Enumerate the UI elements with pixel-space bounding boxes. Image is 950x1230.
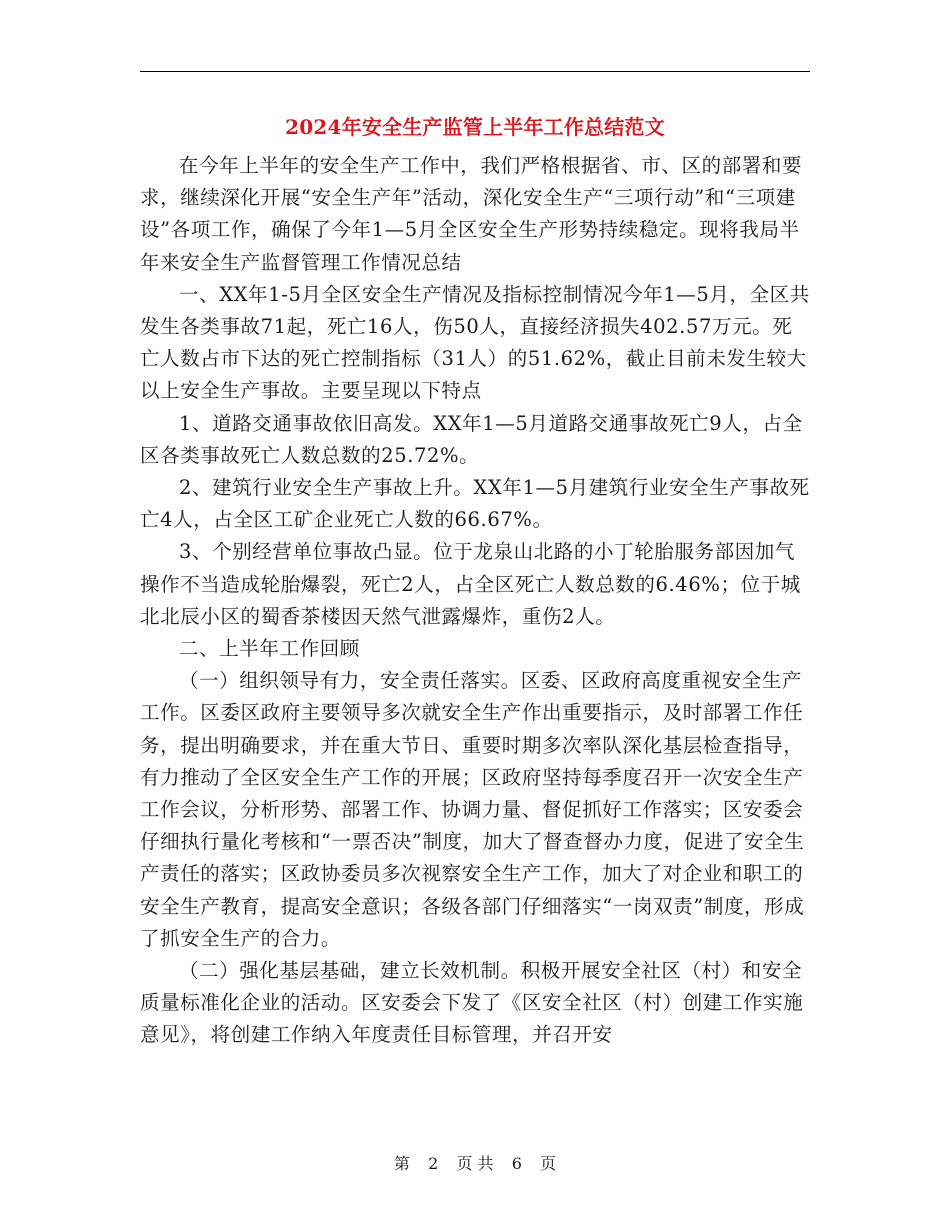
document-title: 2024年安全生产监管上半年工作总结范文	[285, 115, 665, 139]
total-pages-number: 6	[511, 1154, 522, 1173]
paragraph-subsection-1: （一）组织领导有力，安全责任落实。区委、区政府高度重视安全生产工作。区委区政府主要领导多次就安全生产作出重要指示，及时部署工作任务，提出明确要求，并在重大节日、重要时期多次率队深化基层检查指导，有力推动了全区安全生产工作的开展；区政府坚持每季度召开一次安全生产工作会议，分析形势、部署工作、协调力量、督促抓好工作落实；区安委会仔细执行量化考核和“一票否决”制度，加大了督查督办力度，促进了安全生产责任的落实；区政协委员多次视察安全生产工作，加大了对企业和职工的安全生产教育，提高安全意识；各级各部门仔细落实“一岗双责”制度，形成了抓安全生产的合力。	[140, 669, 805, 950]
paragraph-point-1: 1、道路交通事故依旧高发。XX年1—5月道路交通事故死亡9人，占全区各类事故死亡人数总数的25.72%。	[140, 411, 803, 467]
paragraph-point-3: 3、个别经营单位事故凸显。位于龙泉山北路的小丁轮胎服务部因加气操作不当造成轮胎爆裂，死亡2人，占全区死亡人数总数的6.46%；位于城北北辰小区的蜀香茶楼因天然气泄露爆炸，重伤2人。	[140, 540, 801, 628]
paragraph-subsection-2: （二）强化基层基础，建立长效机制。积极开展安全社区（村）和安全质量标准化企业的活动。区安委会下发了《区安全社区（村）创建工作实施意见》，将创建工作纳入年度责任目标管理，并召开安	[140, 959, 804, 1047]
page-number-footer	[0, 1154, 950, 1174]
header-rule	[140, 71, 810, 72]
paragraph-section-one: 一、XX年1-5月全区安全生产情况及指标控制情况今年1—5月，全区共发生各类事故71起，死亡16人，伤50人，直接经济损失402.57万元。死亡人数占市下达的死亡控制指标（31人）的51.62%，截止目前未发生较大以上安全生产事故。主要呈现以下特点	[140, 282, 810, 403]
page-label-prefix: 第	[393, 1154, 410, 1173]
paragraph-intro: 在今年上半年的安全生产工作中，我们严格根据省、市、区的部署和要求，继续深化开展“安全生产年”活动，深化安全生产“三项行动”和“三项建设”各项工作，确保了今年1—5月全区安全生产形势持续稳定。现将我局半年来安全生产监督管理工作情况总结	[140, 154, 803, 274]
page-label-suffix: 页	[540, 1154, 557, 1173]
document-body	[140, 150, 810, 1052]
current-page-number: 2	[428, 1154, 439, 1173]
page-label-middle: 页 共	[456, 1154, 494, 1173]
paragraph-point-2: 2、建筑行业安全生产事故上升。XX年1—5月建筑行业安全生产事故死亡4人，占全区工矿企业死亡人数的66.67%。	[140, 476, 810, 532]
section-heading-two: 二、上半年工作回顾	[179, 637, 360, 661]
